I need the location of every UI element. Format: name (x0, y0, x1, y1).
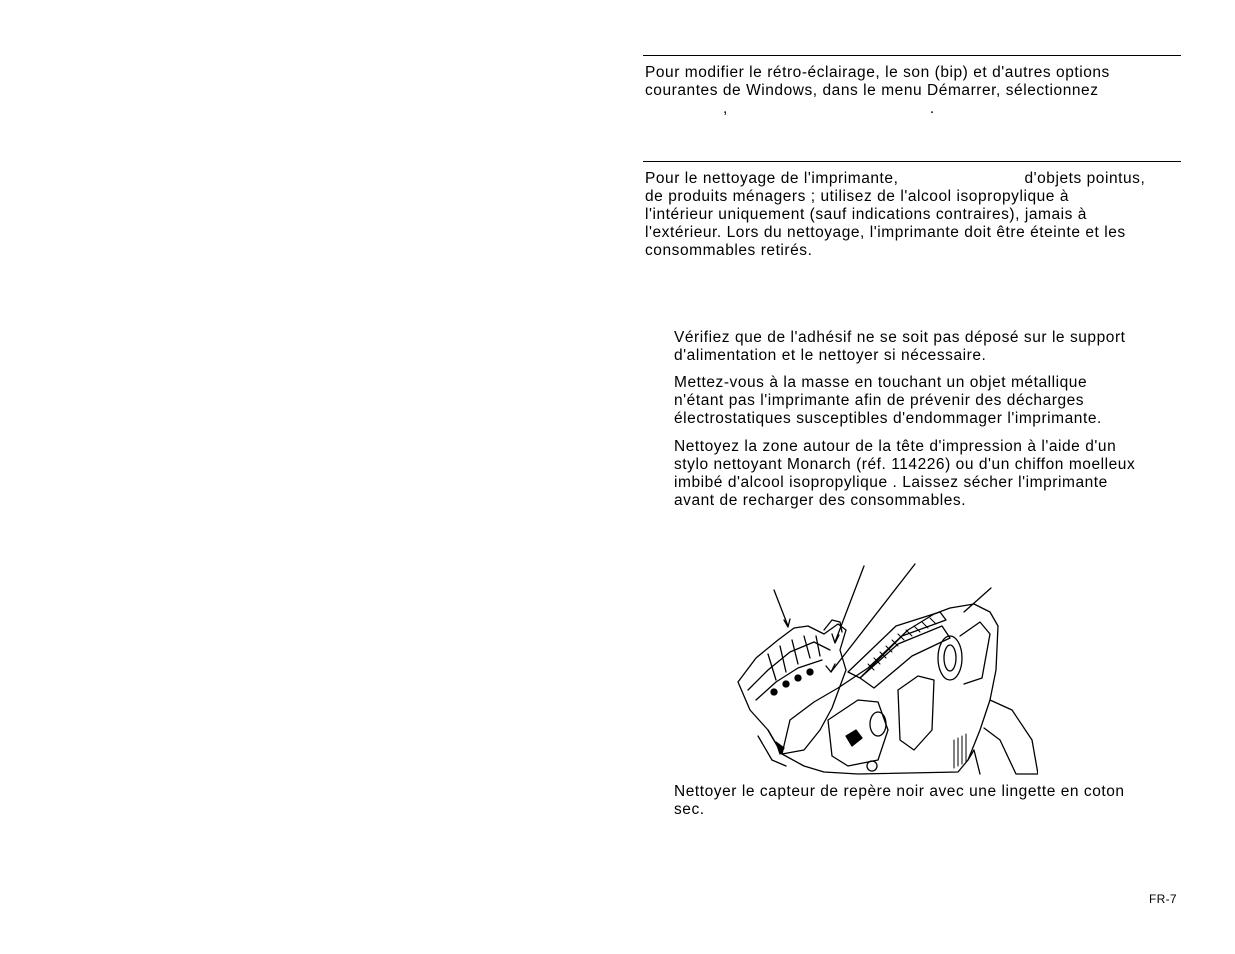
cleaning-line-3: l'intérieur uniquement (sauf indications contraires), jamais à (645, 206, 1087, 223)
step-clean-printhead (674, 438, 1135, 510)
step-clean-sensor (674, 783, 1125, 819)
section-divider-cleaning (643, 161, 1181, 162)
settings-line-3 (645, 100, 1110, 118)
step-2-line-2: n'étant pas l'imprimante afin de prévenir des décharges (674, 392, 1085, 409)
cleaning-paragraph (645, 170, 1145, 260)
step-2-line-1: Mettez-vous à la masse en touchant un objet métallique (674, 374, 1088, 391)
cleaning-line-1-end: d'objets pointus, (1024, 170, 1146, 187)
step-2-line-3: électrostatiques susceptibles d'endommager l'imprimante. (674, 410, 1102, 427)
step-ground-yourself (674, 374, 1102, 428)
cleaning-line-2: de produits ménagers ; utilisez de l'alcool isopropylique à (645, 188, 1069, 205)
settings-line-1: Pour modifier le rétro-éclairage, le son (bip) et d'autres options (645, 64, 1110, 81)
step-4-line-1: Nettoyer le capteur de repère noir avec une lingette en coton (674, 783, 1125, 800)
page-number: FR-7 (1149, 892, 1177, 906)
cleaning-line-4: l'extérieur. Lors du nettoyage, l'imprimante doit être éteinte et les (645, 224, 1126, 241)
step-3-line-3: imbibé d'alcool isopropylique . Laissez sécher l'imprimante (674, 474, 1108, 491)
step-1-line-2: d'alimentation et le nettoyer si nécessaire. (674, 347, 987, 364)
settings-line-2: courantes de Windows, dans le menu Démarrer, sélectionnez (645, 82, 1099, 99)
step-1-line-1: Vérifiez que de l'adhésif ne se soit pas déposé sur le support (674, 329, 1126, 346)
section-divider-top (643, 55, 1181, 56)
step-4-line-2: sec. (674, 801, 705, 818)
step-3-line-1: Nettoyez la zone autour de la tête d'impression à l'aide d'un (674, 438, 1117, 455)
settings-fragment-comma: , (723, 100, 728, 117)
cleaning-line-1 (645, 170, 1145, 188)
settings-fragment-period: . (929, 100, 935, 117)
cleaning-line-1-start: Pour le nettoyage de l'imprimante, (645, 170, 899, 187)
step-3-line-4: avant de recharger des consommables. (674, 492, 967, 509)
step-3-line-2: stylo nettoyant Monarch (réf. 114226) ou d'un chiffon moelleux (674, 456, 1136, 473)
step-adhesive-check (674, 329, 1126, 365)
cleaning-line-5: consommables retirés. (645, 242, 813, 259)
settings-paragraph (645, 64, 1110, 118)
printer-open-illustration (728, 560, 1038, 780)
